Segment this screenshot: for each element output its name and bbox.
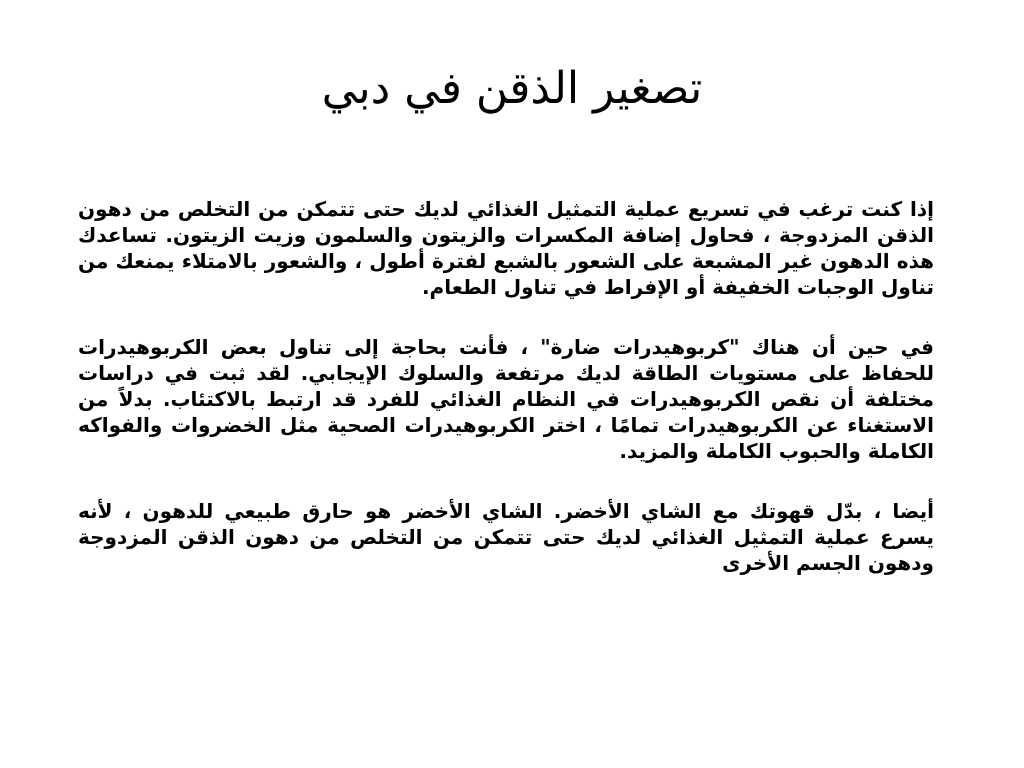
- slide-body: [78, 196, 934, 610]
- paragraph-carbs: في حين أن هناك "كربوهيدرات ضارة" ، فأنت بحاجة إلى تناول بعض الكربوهيدرات للحفاظ على مستويات الطاقة لديك مرتفعة والسلوك الإيجابي. لقد ثبت في دراسات مختلفة أن نقص الكربوهيدرات في النظام الغذائي للفرد قد ارتبط بالاكتئاب. بدلاً من الاستغناء عن الكربوهيدرات تمامًا ، اختر الكربوهيدرات الصحية مثل الخضروات والفواكه الكاملة والحبوب الكاملة والمزيد.: [78, 335, 934, 463]
- paragraph-green-tea: أيضا ، بدّل قهوتك مع الشاي الأخضر. الشاي الأخضر هو حارق طبيعي للدهون ، لأنه يسرع عملية التمثيل الغذائي لديك حتى تتمكن من التخلص من دهون الذقن المزدوجة ودهون الجسم الأخرى: [78, 499, 934, 575]
- paragraph-fats: إذا كنت ترغب في تسريع عملية التمثيل الغذائي لديك حتى تتمكن من التخلص من دهون الذقن المزدوجة ، فحاول إضافة المكسرات والزيتون والسلمون وزيت الزيتون. تساعدك هذه الدهون غير المشبعة على الشعور بالشبع لفترة أطول ، والشعور بالامتلاء يمنعك من تناول الوجبات الخفيفة أو الإفراط في تناول الطعام.: [78, 197, 934, 299]
- slide-title: تصغير الذقن في دبي: [321, 63, 703, 114]
